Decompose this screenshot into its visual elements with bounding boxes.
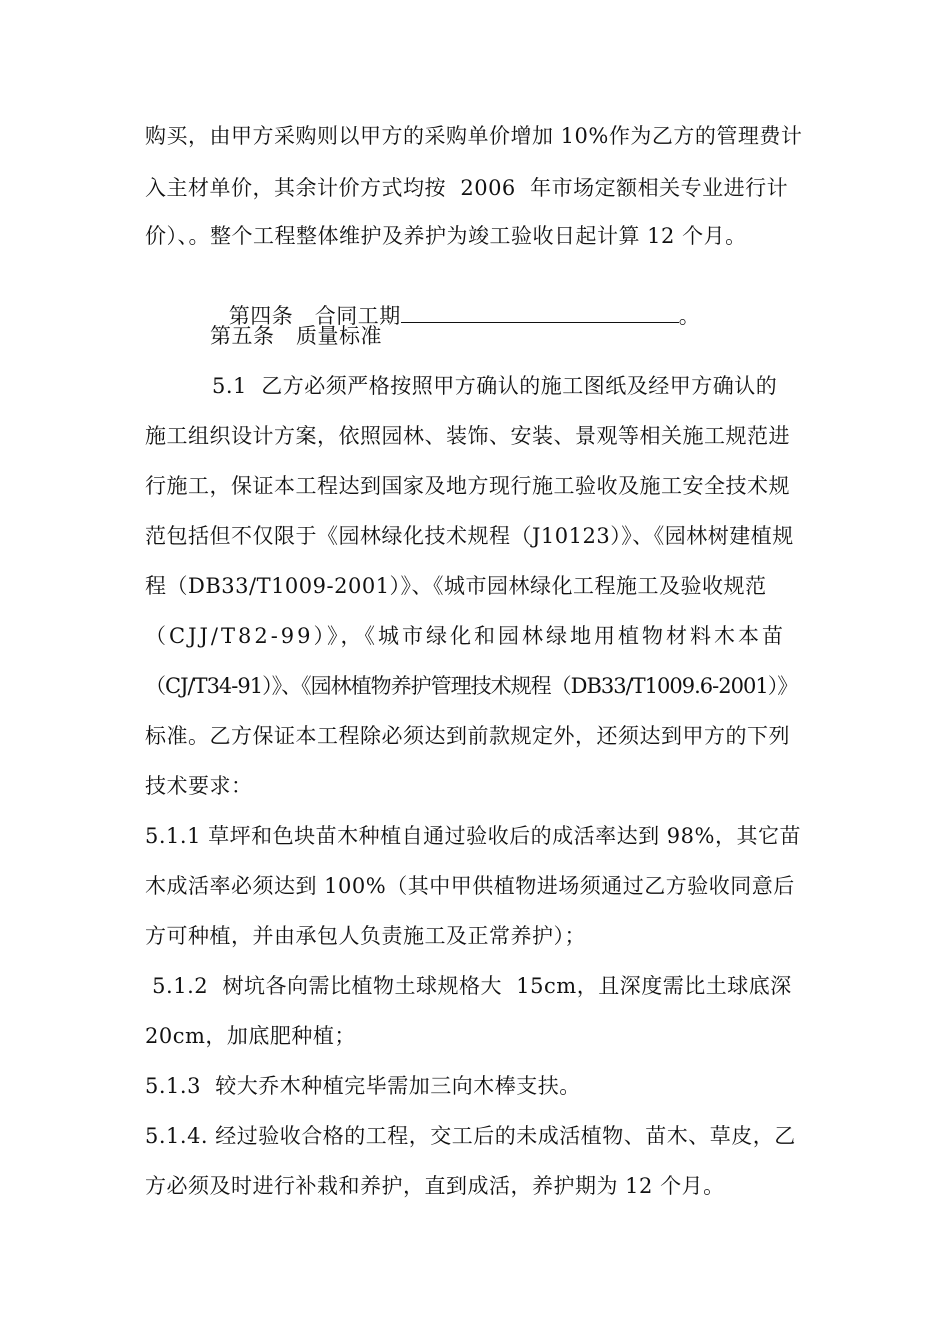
clause-5-1-4-line: 方必须及时进行补栽和养护，直到成活，养护期为 12 个月。	[145, 1174, 725, 1198]
article-5-heading: 第五条 质量标准	[210, 324, 382, 348]
clause-5-1-line: 范包括但不仅限于《园林绿化技术规程（J10123）》、《园林树建植规	[145, 524, 794, 548]
text-line: 入主材单价，其余计价方式均按 2006 年市场定额相关专业进行计	[145, 176, 789, 200]
clause-5-1-1-line: 5.1.1 草坪和色块苗木种植自通过验收后的成活率达到 98%，其它苗	[145, 824, 801, 848]
contract-period-blank	[401, 300, 679, 323]
clause-5-1-1-line: 木成活率必须达到 100%（其中甲供植物进场须通过乙方验收同意后	[145, 874, 795, 898]
article-4-label: 第四条 合同工期	[228, 304, 401, 328]
clause-5-1-line: （CJJ/T82-99）》，《城市绿化和园林绿地用植物材料木本苗	[145, 624, 787, 648]
clause-5-1-2-line: 5.1.2 树坑各向需比植物土球规格大 15cm，且深度需比土球底深	[145, 974, 792, 998]
clause-5-1-line: 施工组织设计方案，依照园林、装饰、安装、景观等相关施工规范进	[145, 424, 790, 448]
clause-5-1-line: 5.1 乙方必须严格按照甲方确认的施工图纸及经甲方确认的	[212, 374, 778, 398]
clause-5-1-2-line: 20cm，加底肥种植；	[145, 1024, 356, 1048]
clause-5-1-line: 程（DB33/T1009-2001）》、《城市园林绿化工程施工及验收规范	[145, 574, 767, 598]
clause-5-1-line: 技术要求：	[145, 774, 253, 798]
clause-5-1-4-line: 5.1.4. 经过验收合格的工程，交工后的未成活植物、苗木、草皮，乙	[145, 1124, 796, 1148]
clause-5-1-3-line: 5.1.3 较大乔木种植完毕需加三向木棒支扶。	[145, 1074, 581, 1098]
clause-5-1-line: 行施工，保证本工程达到国家及地方现行施工验收及施工安全技术规	[145, 474, 790, 498]
clause-5-1-1-line: 方可种植，并由承包人负责施工及正常养护）；	[145, 924, 586, 948]
text-line: 价）、。整个工程整体维护及养护为竣工验收日起计算 12 个月。	[145, 224, 747, 248]
text-line: 购买，由甲方采购则以甲方的采购单价增加 10%作为乙方的管理费计	[145, 124, 803, 148]
article-4-end: 。	[678, 304, 701, 328]
clause-5-1-line: （CJ/T34-91）》、《园林植物养护管理技术规程（DB33/T1009.6-2001）》	[145, 674, 798, 698]
clause-5-1-line: 标准。乙方保证本工程除必须达到前款规定外，还须达到甲方的下列	[145, 724, 790, 748]
